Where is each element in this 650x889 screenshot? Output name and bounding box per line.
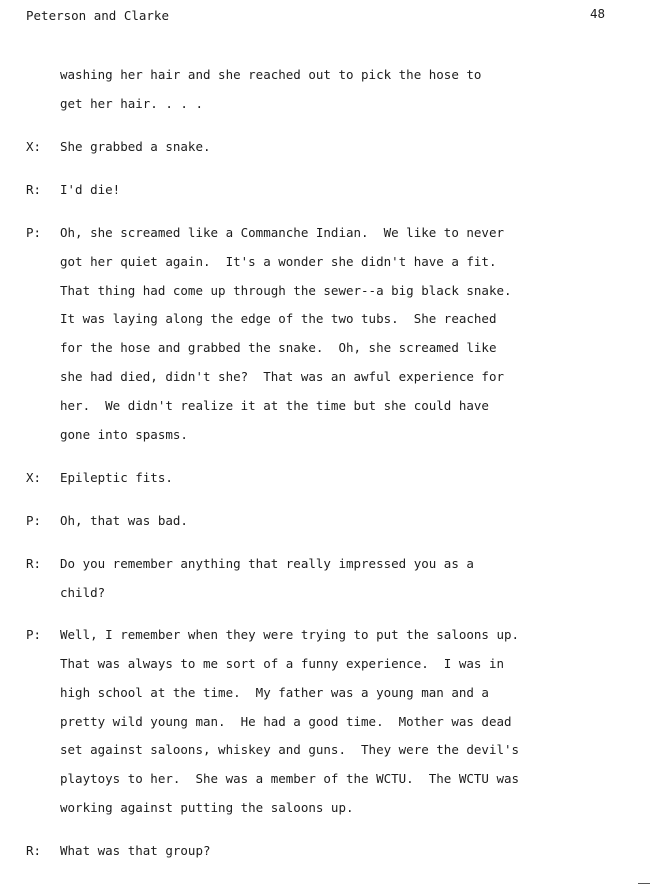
transcript-line: Oh, that was bad. <box>60 513 188 528</box>
transcript-line: pretty wild young man. He had a good time. Mother was dead <box>60 714 512 729</box>
speaker-label: X: <box>26 139 42 154</box>
transcript-line: high school at the time. My father was a young man and a <box>60 685 489 700</box>
transcript-line: get her hair. . . . <box>60 96 203 111</box>
transcript-line: she had died, didn't she? That was an awful experience for <box>60 369 505 384</box>
transcript-line: gone into spasms. <box>60 427 188 442</box>
transcript-line: Well, I remember when they were trying to put the saloons up. <box>60 627 520 642</box>
running-header: Peterson and Clarke <box>26 8 169 23</box>
transcript-line: Oh, she screamed like a Commanche Indian. We like to never <box>60 225 505 240</box>
transcript-line: working against putting the saloons up. <box>60 800 354 815</box>
transcript-line: set against saloons, whiskey and guns. They were the devil's <box>60 742 520 757</box>
transcript-line: Do you remember anything that really impressed you as a <box>60 556 474 571</box>
speaker-label: R: <box>26 843 42 858</box>
transcript-line: That was always to me sort of a funny experience. I was in <box>60 656 505 671</box>
transcript-line: That thing had come up through the sewer--a big black snake. <box>60 283 512 298</box>
transcript-line: washing her hair and she reached out to pick the hose to <box>60 67 482 82</box>
transcript-line: I'd die! <box>60 182 121 197</box>
page-number: 48 <box>590 6 606 21</box>
transcript-line: child? <box>60 585 106 600</box>
transcript-line: for the hose and grabbed the snake. Oh, she screamed like <box>60 340 497 355</box>
speaker-label: R: <box>26 182 42 197</box>
speaker-label: X: <box>26 470 42 485</box>
speaker-label: R: <box>26 556 42 571</box>
transcript-line: Epileptic fits. <box>60 470 173 485</box>
scan-edge-mark <box>638 883 650 884</box>
speaker-label: P: <box>26 513 42 528</box>
transcript-line: playtoys to her. She was a member of the WCTU. The WCTU was <box>60 771 520 786</box>
speaker-label: P: <box>26 225 42 240</box>
transcript-line: her. We didn't realize it at the time but she could have <box>60 398 489 413</box>
transcript-line: got her quiet again. It's a wonder she didn't have a fit. <box>60 254 497 269</box>
speaker-label: P: <box>26 627 42 642</box>
transcript-line: She grabbed a snake. <box>60 139 211 154</box>
transcript-line: What was that group? <box>60 843 211 858</box>
transcript-line: It was laying along the edge of the two tubs. She reached <box>60 311 497 326</box>
